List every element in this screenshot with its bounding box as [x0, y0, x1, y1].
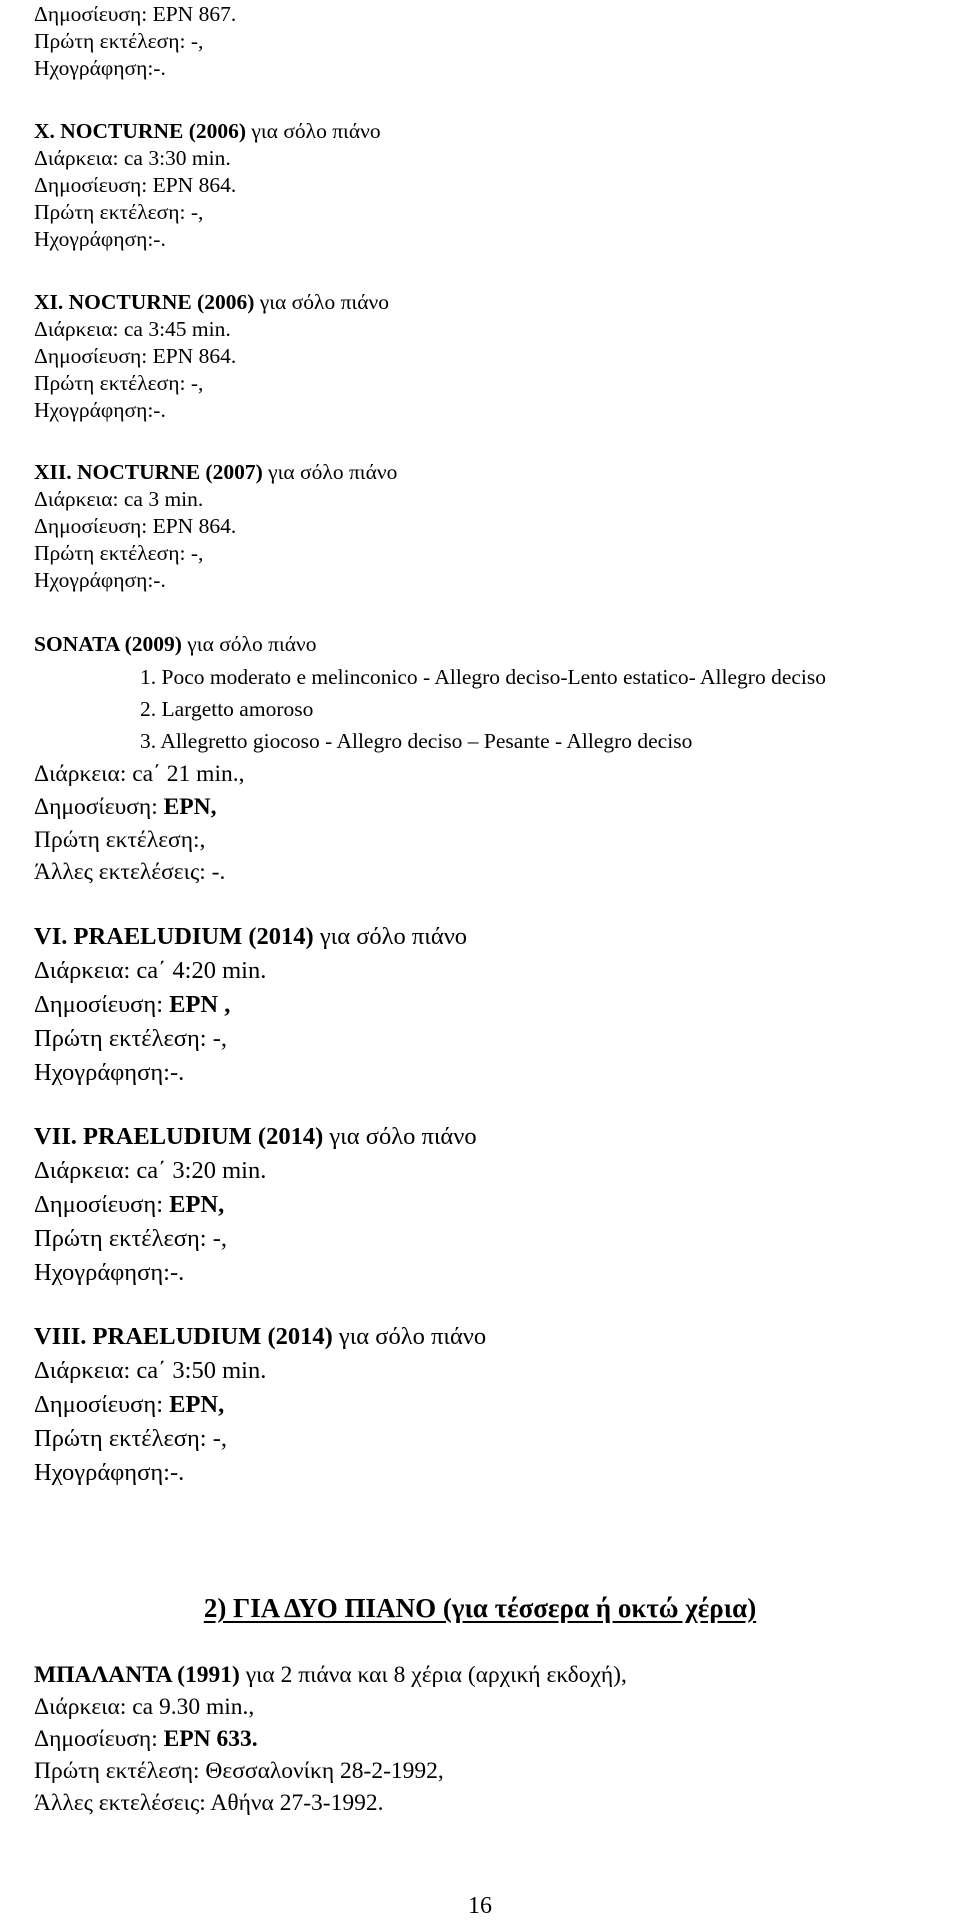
work-title-rest: για σόλο πιάνο: [323, 1123, 477, 1150]
other-performances-line: Άλλες εκτελέσεις: Αθήνα 27-3-1992.: [34, 1790, 384, 1816]
duration-line: Διάρκεια: ca΄ 21 min.,: [34, 761, 245, 787]
work-title-bold: SONATA (2009): [34, 632, 182, 656]
work-title-praeludium-vii: [34, 1125, 477, 1150]
publication-line: [34, 796, 216, 820]
duration-line: Διάρκεια: ca΄ 4:20 min.: [34, 957, 267, 984]
recording-line: Ηχογράφηση:-.: [34, 568, 166, 592]
publication-code: EPN,: [169, 1191, 225, 1218]
section-heading: [0, 1593, 960, 1624]
recording-line: Ηχογράφηση:-.: [34, 227, 166, 251]
publication-label: Δημοσίευση:: [34, 1391, 170, 1418]
other-performances-line: Άλλες εκτελέσεις: -.: [34, 859, 226, 885]
work-title-praeludium-vi: [34, 925, 467, 950]
work-title-praeludium-viii: [34, 1325, 486, 1350]
publication-line: [34, 993, 230, 1018]
publication-label: Δημοσίευση:: [34, 1726, 164, 1752]
work-title-ballad: [34, 1664, 627, 1688]
first-performance-line: Πρώτη εκτέλεση: -,: [34, 371, 204, 395]
section-heading-text: 2) ΓΙΑ ΔΥΟ ΠΙΑΝΟ (για τέσσερα ή οκτώ χέρια): [203, 1593, 757, 1623]
publication-line: Δημοσίευση: ΕΡΝ 864.: [34, 344, 237, 368]
publication-code: EPN ,: [169, 991, 231, 1018]
duration-line: Διάρκεια: ca 9.30 min.,: [34, 1694, 255, 1720]
first-performance-line: Πρώτη εκτέλεση: -,: [34, 1225, 227, 1252]
work-title-nocturne-xii: [34, 462, 397, 484]
publication-label: Δημοσίευση:: [34, 991, 170, 1018]
work-title-nocturne-x: [34, 121, 381, 143]
work-title-rest: για σόλο πιάνο: [262, 460, 398, 484]
work-title-rest: για σόλο πιάνο: [181, 632, 317, 656]
recording-line: Ηχογράφηση:-.: [34, 56, 166, 80]
duration-line: Διάρκεια: ca 3 min.: [34, 487, 204, 511]
sonata-movement-2: 2. Largetto amoroso: [140, 697, 314, 721]
sonata-movement-3: 3. Allegretto giocoso - Allegro deciso – Pesante - Allegro deciso: [140, 729, 693, 753]
duration-line: Διάρκεια: ca΄ 3:20 min.: [34, 1157, 267, 1184]
first-performance-line: Πρώτη εκτέλεση: -,: [34, 200, 204, 224]
sonata-movement-1: 1. Poco moderato e melinconico - Allegro deciso-Lento estatico- Allegro deciso: [140, 665, 827, 689]
first-performance-line: Πρώτη εκτέλεση: Θεσσαλονίκη 28-2-1992,: [34, 1758, 444, 1784]
publication-code: EPN 633.: [163, 1726, 258, 1752]
duration-line: Διάρκεια: ca 3:45 min.: [34, 317, 231, 341]
publication-code: EPN,: [163, 794, 217, 820]
first-performance-line: Πρώτη εκτέλεση: -,: [34, 541, 204, 565]
page-number: 16: [468, 1893, 492, 1919]
work-title-bold: X. NOCTURNE (2006): [34, 119, 247, 143]
work-title-nocturne-xi: [34, 292, 389, 314]
work-title-bold: VI. PRAELUDIUM (2014): [34, 923, 314, 950]
publication-code: EPN,: [169, 1391, 225, 1418]
publication-line: Δημοσίευση: ΕΡΝ 867.: [34, 2, 237, 26]
work-title-bold: VII. PRAELUDIUM (2014): [34, 1123, 324, 1150]
work-title-rest: για σόλο πιάνο: [332, 1323, 487, 1350]
work-title-bold: XII. NOCTURNE (2007): [34, 460, 263, 484]
publication-line: Δημοσίευση: ΕΡΝ 864.: [34, 514, 237, 538]
duration-line: Διάρκεια: ca΄ 3:50 min.: [34, 1357, 267, 1384]
work-title-bold: XI. NOCTURNE (2006): [34, 290, 255, 314]
publication-label: Δημοσίευση:: [34, 794, 164, 820]
work-title-sonata: [34, 634, 317, 656]
recording-line: Ηχογράφηση:-.: [34, 1059, 185, 1086]
publication-line: [34, 1393, 224, 1418]
first-performance-line: Πρώτη εκτέλεση: -,: [34, 1425, 227, 1452]
publication-line: [34, 1728, 258, 1752]
duration-line: Διάρκεια: ca 3:30 min.: [34, 146, 231, 170]
publication-line: Δημοσίευση: ΕΡΝ 864.: [34, 173, 237, 197]
first-performance-line: Πρώτη εκτέλεση:,: [34, 827, 206, 853]
work-title-rest: για 2 πιάνα και 8 χέρια (αρχική εκδοχή),: [239, 1662, 627, 1688]
work-title-rest: για σόλο πιάνο: [313, 923, 468, 950]
first-performance-line: Πρώτη εκτέλεση: -,: [34, 1025, 227, 1052]
work-title-bold: VIII. PRAELUDIUM (2014): [34, 1323, 333, 1350]
work-title-rest: για σόλο πιάνο: [246, 119, 381, 143]
publication-label: Δημοσίευση:: [34, 1191, 170, 1218]
recording-line: Ηχογράφηση:-.: [34, 398, 166, 422]
recording-line: Ηχογράφηση:-.: [34, 1459, 185, 1486]
first-performance-line: Πρώτη εκτέλεση: -,: [34, 29, 204, 53]
publication-line: [34, 1193, 224, 1218]
work-title-rest: για σόλο πιάνο: [254, 290, 389, 314]
work-title-bold: ΜΠΑΛΑΝΤΑ (1991): [34, 1662, 240, 1688]
recording-line: Ηχογράφηση:-.: [34, 1259, 185, 1286]
